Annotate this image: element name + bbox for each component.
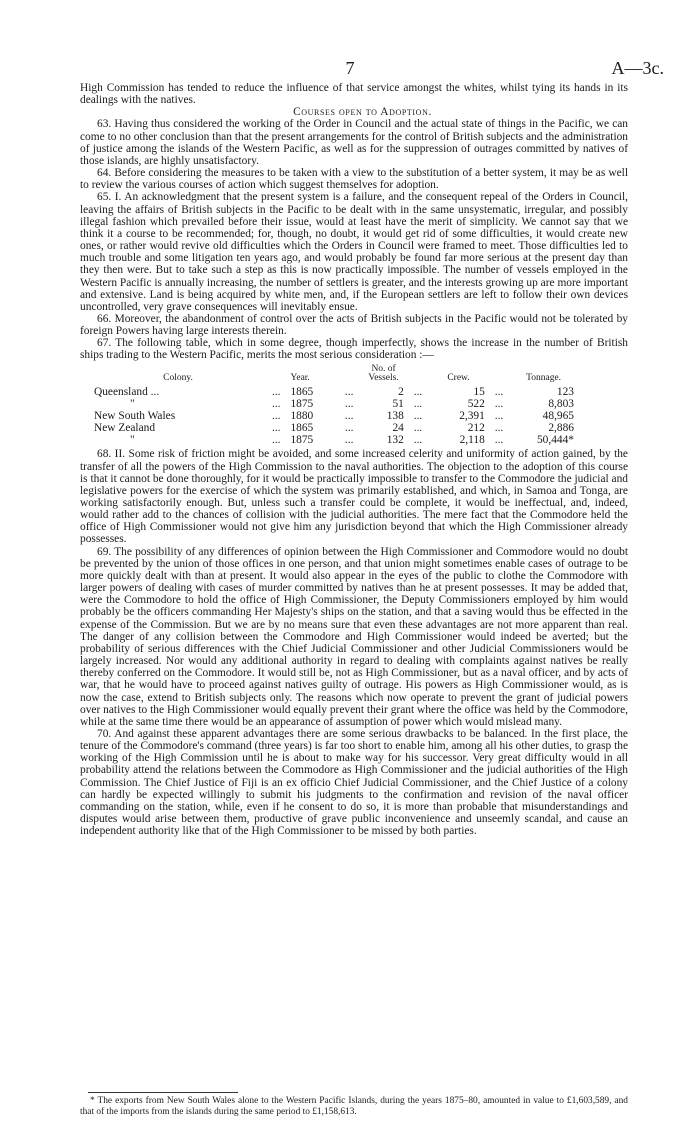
table-row: Queensland ... ... 1865 ... 2 ... 15 ... 123 bbox=[94, 385, 574, 398]
year-cell: 1875 bbox=[290, 397, 314, 410]
paragraph-64: 64. Before considering the measures to be taken with a view to the substitution of a better system, it may be as well to review the various courses of action which suggest themselves for adoption. bbox=[80, 167, 628, 192]
colony-cell: New Zealand bbox=[94, 422, 156, 435]
colony-header: Colony. bbox=[163, 373, 193, 384]
vessels-cell: 138 bbox=[386, 409, 404, 422]
table-header-row bbox=[94, 365, 574, 386]
tonnage-cell: 2,886 bbox=[548, 422, 574, 435]
paragraph-66: 66. Moreover, the abandonment of control over the acts of British subjects in the Pacific would not be tolerated by foreign Powers having large interests therein. bbox=[80, 312, 628, 338]
paragraph-70: 70. And against these apparent advantages there are some serious drawbacks to be balanced. In the first place, the tenure of the Commodore's command (three years) is far too short to enable him, among all his other duties, to grasp the working of the High Commission until he is about to make way for his successor. Very great difficulty would in all probability attend the relations between the Commodore as High Commissioner and the judicial authorities of the High Commission. The Chief Justice of Fiji is an ex officio Chief Judicial Commissioner, and the Chief Justice of a colony can hardly be expected willingly to submit his judgments to the confirmation and revision of the naval officer commanding on the station, while, even if he consent to do so, it is more than probable that misunderstandings and disputes would arise between them, productive of grave public inconvenience and unseemly scandal, and cause an independent authority like that of the High Commissioner to be missed by both parties. bbox=[80, 727, 628, 838]
year-header: Year. bbox=[290, 373, 310, 384]
colony-cell: Queensland ... bbox=[94, 385, 160, 398]
colony-cell: " bbox=[130, 434, 135, 447]
crew-cell: 15 bbox=[473, 385, 485, 398]
crew-header: Crew. bbox=[447, 373, 470, 384]
table-row: New South Wales ... 1880 ... 138 ... 2,391 ... 48,965 bbox=[94, 409, 574, 422]
tonnage-header: Tonnage. bbox=[526, 373, 562, 384]
table-row: " ... 1875 ... 132 ... 2,118 ... 50,444* bbox=[94, 434, 574, 446]
colony-cell: " bbox=[130, 397, 135, 410]
footnote-text: * The exports from New South Wales alone to the Western Pacific Islands, during the years 1875–80, amounted in value to £1,603,589, and that of the imports from the islands during the same period to £1,158,613. bbox=[80, 1096, 628, 1117]
tonnage-cell: 50,444* bbox=[536, 434, 574, 447]
tonnage-cell: 48,965 bbox=[542, 409, 574, 422]
tonnage-cell: 8,803 bbox=[548, 397, 574, 410]
page-number: 7 bbox=[345, 58, 355, 78]
colony-cell: New South Wales bbox=[94, 409, 176, 422]
paragraph-65: 65. I. An acknowledgment that the present system is a failure, and the consequent repeal of the Orders in Council, leaving the affairs of British subjects in the Pacific to be dealt with in the same unsystematic, irregular, and possibly illegal fashion which prevailed before their issue, would at least have the merit of simplicity. We cannot say that we think it a course to be recommended; for, though, no doubt, it would get rid of some difficulties, it would create new ones, or rather would revive old difficulties which the Orders in Council were framed to meet. Those difficulties led to much trouble and some litigation ten years ago, and would probably be found far more serious at the present day than they then were. But to take such a step as this is now practically impossible. The number of vessels employed in the Western Pacific is annually increasing, the number of settlers is greater, and the interests growing up are more important and extensive. Land is being acquired by white men, and, if the European settlers are left to follow their own devices uncontrolled, very grave consequences will inevitably ensue. bbox=[80, 191, 628, 313]
section-heading: Courses open to Adoption. bbox=[293, 106, 432, 119]
year-cell: 1875 bbox=[290, 434, 314, 447]
year-cell: 1865 bbox=[290, 422, 314, 435]
year-cell: 1880 bbox=[290, 409, 314, 422]
vessels-cell: 132 bbox=[386, 434, 404, 447]
tonnage-cell: 123 bbox=[556, 385, 574, 398]
paragraph-68: 68. II. Some risk of friction might be avoided, and some increased celerity and uniformity of action gained, by the transfer of all the powers of the High Commission to the naval authorities. The objection to the adoption of this course is that it cannot be done thoroughly, for it would be practically impossible to transfer to the Commodore the judicial and legislative powers for the exercise of which the system was primarily established, and which, in Samoa and Tonga, are working satisfactorily enough. But, unless such a transfer could be complete, it would be ineffectual, and, indeed, would rather add to the chances of collision with the judicial authorities. The mere fact that the Commodore held the office of High Commissioner would not give him any jurisdiction beyond that which the High Commissioner already possesses. bbox=[80, 448, 628, 546]
table-row: New Zealand ... 1865 ... 24 ... 212 ... 2,886 bbox=[94, 422, 574, 435]
crew-cell: 522 bbox=[467, 397, 485, 410]
vessels-header: No. of Vessels. bbox=[368, 363, 399, 384]
vessels-cell: 24 bbox=[392, 422, 404, 435]
year-cell: 1865 bbox=[290, 385, 314, 398]
crew-cell: 212 bbox=[467, 422, 485, 435]
crew-cell: 2,391 bbox=[459, 409, 485, 422]
british-ships-table bbox=[94, 365, 574, 447]
paragraph-67: 67. The following table, which in some degree, though imperfectly, shows the increase in the number of British ships trading to the Western Pacific, merits the most serious consideration :— bbox=[80, 337, 628, 362]
table-row: " ... 1875 ... 51 ... 522 ... 8,803 bbox=[94, 398, 574, 410]
footnote-divider bbox=[88, 1092, 238, 1093]
document-body bbox=[80, 82, 628, 837]
paragraph-63: 63. Having thus considered the working of the Order in Council and the actual state of things in the Pacific, we can come to no other conclusion than that the present arrangements for the control of British subjects and the administration of justice among the islands of the Western Pacific, as well as for the suppression of outrages committed by natives of those islands, are highly unsatisfactory. bbox=[80, 118, 628, 167]
vessels-cell: 2 bbox=[398, 385, 404, 398]
intro-paragraph: High Commission has tended to reduce the influence of that service amongst the whites, whilst tying its hands in its dealings with the natives. bbox=[80, 82, 628, 107]
vessels-cell: 51 bbox=[392, 397, 404, 410]
paragraph-69: 69. The possibility of any differences of opinion between the High Commissioner and Commodore would no doubt be prevented by the union of those offices in one person, and that union might sometimes enable cases of outrage to be more quickly dealt with than at present. It would also appear in the eyes of the public to clothe the Commodore with larger powers of dealing with cases of murder committed by natives than he at present possesses. It may be added that, were the Commodore to hold the office of High Commissioner, the Deputy Commissioners employed by him would probably be the officers commanding Her Majesty's ships on the station, and that a saving would thus be effected in the expense of the Commission. But we are by no means sure that even these advantages are not more apparent than real. The danger of any collision between the Commodore and High Commissioner would indeed be averted; but the probability of serious differences with the Chief Judicial Commissioner and other Judicial Commissioners would be largely increased. Nor would any additional authority in regard to dealing with complaints against natives be really thereby conferred on the Commodore. It would still be, not as High Commissioner, but as a naval officer, and by acts of war, that he would have to proceed against natives guilty of outrage. His powers as High Commissioner would, as is now the case, extend to British subjects only. The reasons which now operate to prevent the grant of judicial powers over natives to the High Commissioner would equally prevent their grant where the office was held by the Commodore, while at the same time there would be an appearance of assumption of power which would mislead many. bbox=[80, 545, 628, 728]
document-reference: A—3c. bbox=[611, 58, 664, 78]
footnote bbox=[80, 1096, 628, 1117]
crew-cell: 2,118 bbox=[459, 434, 485, 447]
